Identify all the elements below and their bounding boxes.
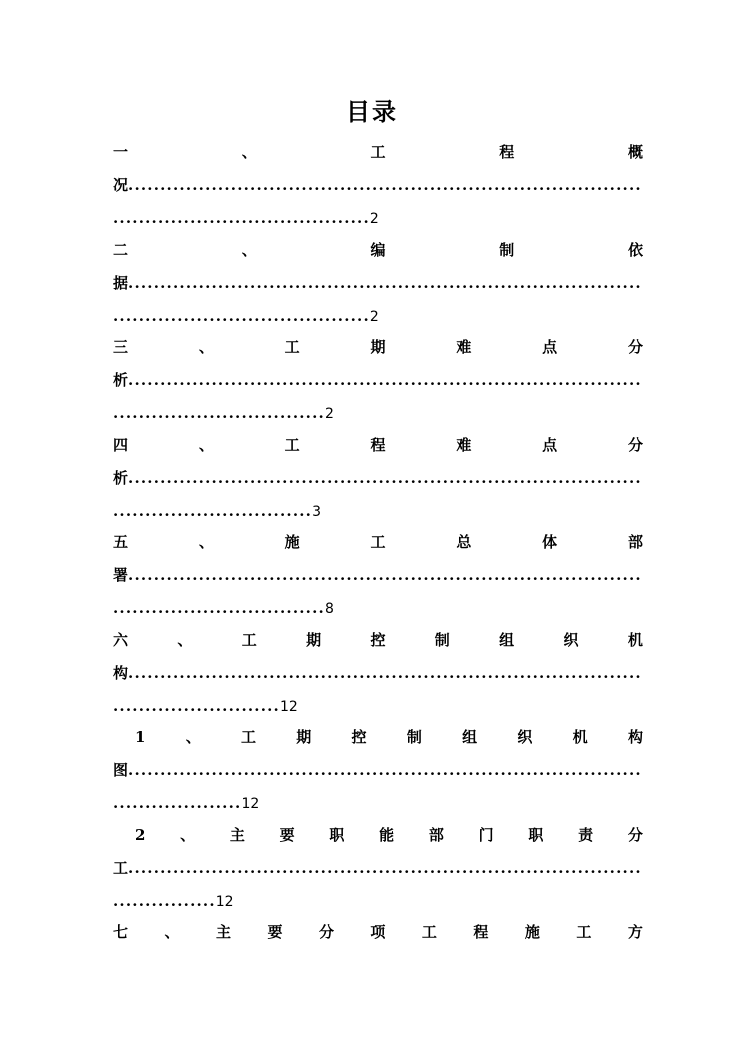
heading-char: 六 <box>113 631 129 649</box>
heading-tail: 图 <box>113 761 129 779</box>
heading-char: 要 <box>267 923 283 941</box>
toc-leader-line <box>113 662 643 684</box>
heading-char: 部 <box>627 533 643 551</box>
heading-char: 程 <box>499 143 515 161</box>
heading-char: 责 <box>578 826 594 844</box>
heading-char: 部 <box>428 826 444 844</box>
heading-char: 期 <box>370 338 386 356</box>
heading-char: 分 <box>627 436 643 454</box>
heading-char: 五 <box>113 533 129 551</box>
toc-leader-line <box>113 369 643 391</box>
heading-char: 门 <box>478 826 494 844</box>
heading-char: 职 <box>528 826 544 844</box>
heading-char: 总 <box>456 533 472 551</box>
heading-char: 织 <box>517 728 533 746</box>
heading-char: 工 <box>576 923 592 941</box>
heading-char: 期 <box>306 631 322 649</box>
dot-leader: ................................................................................ <box>128 859 642 877</box>
heading-char: 概 <box>627 143 643 161</box>
heading-char: 难 <box>456 436 472 454</box>
toc-leader-line <box>113 564 643 586</box>
heading-tail: 据 <box>113 274 129 292</box>
toc-heading <box>113 629 643 651</box>
toc-heading <box>113 434 643 456</box>
heading-char: 主 <box>215 923 231 941</box>
heading-char: 机 <box>627 631 643 649</box>
page-number: 12 <box>279 699 298 715</box>
toc-page-line <box>113 305 379 327</box>
toc-entry[interactable] <box>113 239 643 325</box>
page-number: 8 <box>324 601 334 617</box>
heading-char: 期 <box>296 728 312 746</box>
heading-tail: 署 <box>113 566 129 584</box>
toc-entry[interactable] <box>113 824 643 910</box>
heading-char: 构 <box>627 728 643 746</box>
dot-leader: ................................................................................ <box>128 664 642 682</box>
heading-char: 制 <box>434 631 450 649</box>
dot-leader: ................................................................................ <box>128 274 642 292</box>
heading-char: 程 <box>473 923 489 941</box>
heading-char: 工 <box>284 436 300 454</box>
toc-page-line <box>113 402 334 424</box>
toc-entry[interactable] <box>113 336 643 422</box>
heading-char: 工 <box>370 143 386 161</box>
heading-char: 织 <box>563 631 579 649</box>
heading-char: 工 <box>240 728 256 746</box>
dot-leader: ........................................ <box>113 307 370 325</box>
toc-leader-line <box>113 759 643 781</box>
heading-char: 施 <box>284 533 300 551</box>
heading-char: 职 <box>329 826 345 844</box>
dot-leader: .................... <box>113 794 242 812</box>
heading-char: 主 <box>229 826 245 844</box>
toc-leader-line <box>113 857 643 879</box>
toc-page-line <box>113 695 298 717</box>
heading-char: 要 <box>279 826 295 844</box>
heading-char: 组 <box>499 631 515 649</box>
heading-char: 、 <box>198 338 214 356</box>
page-number: 2 <box>324 406 334 422</box>
toc-entry[interactable] <box>113 726 643 812</box>
toc-heading <box>113 531 643 553</box>
toc-heading <box>113 336 643 358</box>
heading-char: 组 <box>462 728 478 746</box>
heading-char: 工 <box>370 533 386 551</box>
heading-char: 、 <box>241 241 257 259</box>
heading-char: 分 <box>318 923 334 941</box>
toc-leader-line <box>113 174 643 196</box>
heading-char: 程 <box>370 436 386 454</box>
heading-char: 施 <box>524 923 540 941</box>
heading-tail: 析 <box>113 371 129 389</box>
dot-leader: ................................................................................ <box>128 176 642 194</box>
dot-leader: ................................................................................ <box>128 469 642 487</box>
heading-char: 、 <box>198 533 214 551</box>
page-number: 3 <box>312 504 322 520</box>
page-number: 2 <box>369 211 379 227</box>
page-number: 12 <box>241 796 260 812</box>
heading-char: 、 <box>241 143 257 161</box>
heading-char: 工 <box>421 923 437 941</box>
heading-tail: 况 <box>113 176 129 194</box>
heading-char: 依 <box>627 241 643 259</box>
heading-char: 三 <box>113 338 129 356</box>
heading-char: 分 <box>627 826 643 844</box>
heading-tail: 析 <box>113 469 129 487</box>
heading-char: 二 <box>113 241 129 259</box>
toc-entry[interactable] <box>113 921 643 943</box>
dot-leader: ................................. <box>113 599 325 617</box>
toc-entry[interactable] <box>113 141 643 227</box>
heading-tail: 构 <box>113 664 129 682</box>
heading-char: 控 <box>370 631 386 649</box>
heading-char: 机 <box>572 728 588 746</box>
toc-leader-line <box>113 272 643 294</box>
heading-char: 、 <box>198 436 214 454</box>
toc-page-line <box>113 792 259 814</box>
toc-heading <box>113 824 643 846</box>
toc-page-line <box>113 500 321 522</box>
heading-char: 编 <box>370 241 386 259</box>
dot-leader: ................................................................................ <box>128 371 642 389</box>
heading-char: 一 <box>113 143 129 161</box>
toc-entry[interactable] <box>113 434 643 520</box>
heading-char: 项 <box>370 923 386 941</box>
dot-leader: ................ <box>113 892 216 910</box>
heading-char: 、 <box>180 826 196 844</box>
page-title: 目录 <box>346 97 398 126</box>
toc-page-line <box>113 207 379 229</box>
heading-char: 方 <box>627 923 643 941</box>
dot-leader: ................................................................................ <box>128 761 642 779</box>
toc-heading <box>113 726 643 748</box>
heading-char: 分 <box>627 338 643 356</box>
dot-leader: ................................................................................ <box>128 566 642 584</box>
heading-char: 、 <box>185 728 201 746</box>
dot-leader: ............................... <box>113 502 313 520</box>
heading-char: 工 <box>284 338 300 356</box>
heading-tail: 工 <box>113 859 129 877</box>
heading-char: 2 <box>135 826 146 844</box>
toc-heading <box>113 141 643 163</box>
dot-leader: .......................... <box>113 697 280 715</box>
toc-heading <box>113 921 643 943</box>
heading-char: 点 <box>542 338 558 356</box>
heading-char: 控 <box>351 728 367 746</box>
toc-page-line <box>113 890 234 912</box>
toc-entry[interactable] <box>113 531 643 617</box>
toc-heading <box>113 239 643 261</box>
heading-char: 点 <box>542 436 558 454</box>
heading-char: 能 <box>379 826 395 844</box>
heading-char: 体 <box>542 533 558 551</box>
heading-char: 1 <box>135 728 146 746</box>
heading-char: 四 <box>113 436 129 454</box>
heading-char: 工 <box>241 631 257 649</box>
heading-char: 难 <box>456 338 472 356</box>
heading-char: 制 <box>499 241 515 259</box>
dot-leader: ........................................ <box>113 209 370 227</box>
heading-char: 七 <box>113 923 129 941</box>
toc-entry[interactable] <box>113 629 643 715</box>
heading-char: 、 <box>164 923 180 941</box>
heading-char: 、 <box>177 631 193 649</box>
toc-leader-line <box>113 467 643 489</box>
toc-page-line <box>113 597 334 619</box>
dot-leader: ................................. <box>113 404 325 422</box>
page-number: 12 <box>215 894 234 910</box>
page-number: 2 <box>369 309 379 325</box>
heading-char: 制 <box>406 728 422 746</box>
